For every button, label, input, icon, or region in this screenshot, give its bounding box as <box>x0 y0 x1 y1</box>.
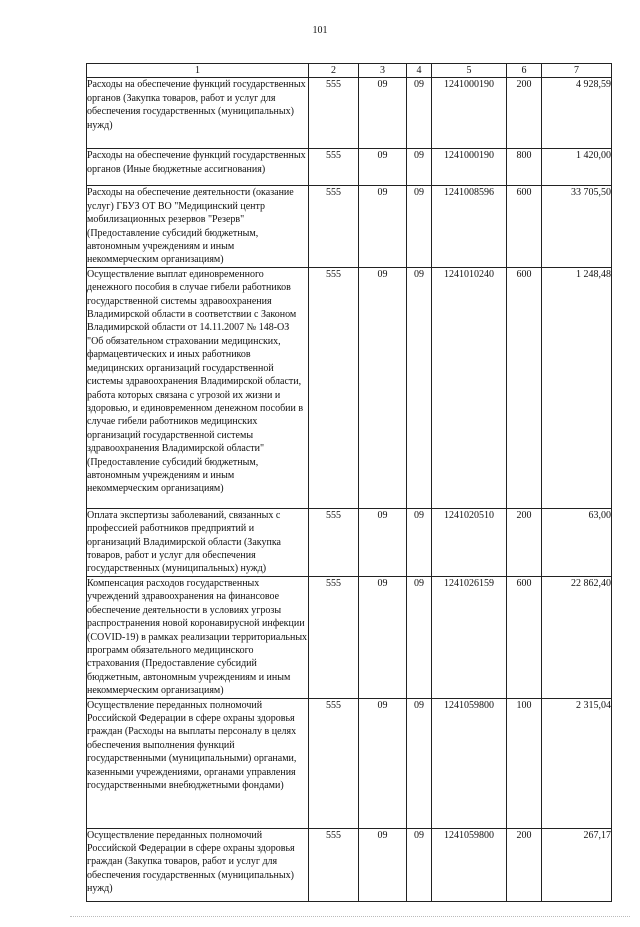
row-col-3: 09 <box>359 149 407 186</box>
table-row <box>87 186 612 267</box>
row-col-5: 1241020510 <box>432 508 507 576</box>
row-col-4: 09 <box>407 149 432 186</box>
header-col-2: 2 <box>309 64 359 78</box>
table-row <box>87 698 612 828</box>
budget-table <box>86 63 612 902</box>
row-col-5: 1241059800 <box>432 828 507 901</box>
row-col-6: 800 <box>507 149 542 186</box>
table-row <box>87 149 612 186</box>
row-col-6: 600 <box>507 267 542 508</box>
row-col-2: 555 <box>309 186 359 267</box>
header-col-4: 4 <box>407 64 432 78</box>
row-col-5: 1241008596 <box>432 186 507 267</box>
row-description: Осуществление переданных полномочий Российской Федерации в сфере охраны здоровья граждан (Расходы на выплаты персоналу в целях обеспечения выполнения функций государственными (муниципальными) органами, казенными учреждениями, органами управления государственными внебюджетными фондами) <box>87 698 309 828</box>
table-row <box>87 267 612 508</box>
header-col-3: 3 <box>359 64 407 78</box>
row-col-3: 09 <box>359 267 407 508</box>
row-col-2: 555 <box>309 508 359 576</box>
row-col-2: 555 <box>309 267 359 508</box>
row-col-5: 1241026159 <box>432 576 507 698</box>
row-col-7: 1 248,48 <box>542 267 612 508</box>
row-col-7: 63,00 <box>542 508 612 576</box>
row-col-3: 09 <box>359 508 407 576</box>
row-col-4: 09 <box>407 267 432 508</box>
table-row <box>87 828 612 901</box>
row-col-6: 100 <box>507 698 542 828</box>
row-col-7: 4 928,59 <box>542 78 612 149</box>
row-col-6: 200 <box>507 78 542 149</box>
row-col-4: 09 <box>407 186 432 267</box>
bottom-divider <box>70 916 630 917</box>
row-col-5: 1241059800 <box>432 698 507 828</box>
row-col-6: 200 <box>507 828 542 901</box>
table-row <box>87 78 612 149</box>
row-col-5: 1241010240 <box>432 267 507 508</box>
row-col-4: 09 <box>407 78 432 149</box>
table-row <box>87 508 612 576</box>
row-col-2: 555 <box>309 149 359 186</box>
row-description: Расходы на обеспечение функций государственных органов (Закупка товаров, работ и услуг для обеспечения государственных (муниципальных) нужд) <box>87 78 309 149</box>
row-col-6: 600 <box>507 576 542 698</box>
row-description: Расходы на обеспечение деятельности (оказание услуг) ГБУЗ ОТ ВО "Медицинский центр мобилизационных резервов "Резерв" (Предоставление субсидий бюджетным, автономным учреждениям и иным некоммерческим организациям) <box>87 186 309 267</box>
row-description: Компенсация расходов государственных учреждений здравоохранения на финансовое обеспечение деятельности в условиях угрозы распространения новой коронавирусной инфекции (COVID-19) в рамках реализации территориальных программ обязательного медицинского страхования (Предоставление субсидий бюджетным, автономным учреждениям и иным некоммерческим организациям) <box>87 577 308 697</box>
header-col-6: 6 <box>507 64 542 78</box>
row-description: Осуществление переданных полномочий Российской Федерации в сфере охраны здоровья граждан (Закупка товаров, работ и услуг для обеспечения государственных (муниципальных) нужд) <box>87 828 309 901</box>
row-col-6: 600 <box>507 186 542 267</box>
row-col-2: 555 <box>309 698 359 828</box>
row-col-4: 09 <box>407 508 432 576</box>
row-col-3: 09 <box>359 698 407 828</box>
row-col-3: 09 <box>359 186 407 267</box>
row-col-6: 200 <box>507 508 542 576</box>
row-col-7: 22 862,40 <box>542 576 612 698</box>
header-col-5: 5 <box>432 64 507 78</box>
row-col-2: 555 <box>309 576 359 698</box>
row-col-4: 09 <box>407 576 432 698</box>
row-col-4: 09 <box>407 698 432 828</box>
row-col-4: 09 <box>407 828 432 901</box>
row-col-2: 555 <box>309 828 359 901</box>
row-description: Осуществление выплат единовременного денежного пособия в случае гибели работников государственной системы здравоохранения Владимирской области в соответствии с Законом Владимирской области от 14.11.2007 № 148-ОЗ "Об обязательном страховании медицинских, фармацевтических и иных работников медицинских организаций государственной системы здравоохранения Владимирской области, работа которых связана с угрозой их жизни и здоровью, и единовременном денежном пособии в случае гибели работников медицинских организаций государственной системы здравоохранения Владимирской области" (Предоставление субсидий бюджетным, автономным учреждениям и иным некоммерческим организациям) <box>87 267 309 508</box>
row-col-3: 09 <box>359 828 407 901</box>
row-col-5: 1241000190 <box>432 78 507 149</box>
row-col-7: 2 315,04 <box>542 698 612 828</box>
row-col-2: 555 <box>309 78 359 149</box>
row-description: Расходы на обеспечение функций государственных органов (Иные бюджетные ассигнования) <box>87 149 309 186</box>
table-header-row <box>87 64 612 78</box>
row-col-7: 267,17 <box>542 828 612 901</box>
row-col-5: 1241000190 <box>432 149 507 186</box>
page-number: 101 <box>312 25 328 36</box>
row-col-7: 1 420,00 <box>542 149 612 186</box>
table-row <box>87 576 612 698</box>
row-col-7: 33 705,50 <box>542 186 612 267</box>
row-description: Оплата экспертизы заболеваний, связанных с профессией работников предприятий и организаций Владимирской области (Закупка товаров, работ и услуг для обеспечения государственных (муниципальных) нужд) <box>87 508 309 576</box>
row-col-3: 09 <box>359 576 407 698</box>
row-col-3: 09 <box>359 78 407 149</box>
header-col-1: 1 <box>87 64 309 78</box>
header-col-7: 7 <box>542 64 612 78</box>
